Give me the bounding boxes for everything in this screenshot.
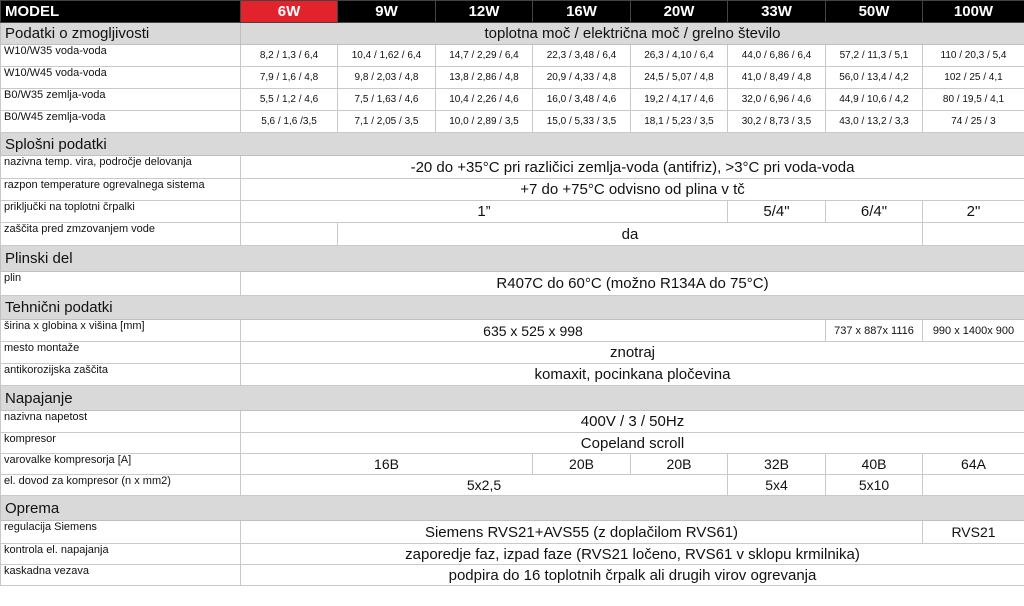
table-cell: 44,9 / 10,6 / 4,2	[826, 89, 923, 111]
row-label: zaščita pred zmzovanjem vode	[1, 223, 241, 246]
model-12w-header: 12W	[436, 1, 533, 23]
table-cell: 110 / 20,3 / 5,4	[923, 45, 1024, 67]
table-row	[1, 565, 1024, 586]
section-row	[1, 133, 1024, 156]
table-cell: Siemens RVS21+AVS55 (z doplačilom RVS61)	[241, 521, 923, 544]
table-cell: 18,1 / 5,23 / 3,5	[631, 111, 728, 133]
table-cell: 5,6 / 1,6 /3,5	[241, 111, 338, 133]
table-cell: 64A	[923, 454, 1024, 475]
model-50w-header: 50W	[826, 1, 923, 23]
table-cell: komaxit, pocinkana pločevina	[241, 364, 1024, 386]
table-row	[1, 320, 1024, 342]
section-title-general: Splošni podatki	[1, 133, 1024, 156]
table-cell: RVS21	[923, 521, 1024, 544]
section-row	[1, 496, 1024, 521]
section-title-gas: Plinski del	[1, 246, 1024, 272]
table-row	[1, 111, 1024, 133]
table-cell: 8,2 / 1,3 / 6,4	[241, 45, 338, 67]
table-cell: 32,0 / 6,96 / 4,6	[728, 89, 826, 111]
table-cell: 56,0 / 13,4 / 4,2	[826, 67, 923, 89]
section-row	[1, 23, 1024, 45]
table-row	[1, 67, 1024, 89]
table-cell: 5x2,5	[241, 475, 728, 496]
table-cell: Copeland scroll	[241, 433, 1024, 454]
row-label: nazivna napetost	[1, 411, 241, 433]
table-cell: podpira do 16 toplotnih črpalk ali drugih virov ogrevanja	[241, 565, 1024, 586]
table-row	[1, 45, 1024, 67]
table-row	[1, 364, 1024, 386]
table-cell: R407C do 60°C (možno R134A do 75°C)	[241, 272, 1024, 296]
table-cell: 5x4	[728, 475, 826, 496]
table-row	[1, 342, 1024, 364]
table-cell: 14,7 / 2,29 / 6,4	[436, 45, 533, 67]
table-cell: +7 do +75°C odvisno od plina v tč	[241, 179, 1024, 201]
table-cell: 1”	[241, 201, 728, 223]
table-cell: 10,0 / 2,89 / 3,5	[436, 111, 533, 133]
table-cell: zaporedje faz, izpad faze (RVS21 ločeno, RVS61 v sklopu krmilnika)	[241, 544, 1024, 565]
section-title-capacity: Podatki o zmogljivosti	[1, 23, 241, 45]
model-20w-header: 20W	[631, 1, 728, 23]
row-label: varovalke kompresorja [A]	[1, 454, 241, 475]
row-label: kontrola el. napajanja	[1, 544, 241, 565]
table-cell: 74 / 25 / 3	[923, 111, 1024, 133]
model-33w-header: 33W	[728, 1, 826, 23]
table-cell: 19,2 / 4,17 / 4,6	[631, 89, 728, 111]
row-label: razpon temperature ogrevalnega sistema	[1, 179, 241, 201]
table-cell: 20,9 / 4,33 / 4,8	[533, 67, 631, 89]
table-cell: 57,2 / 11,3 / 5,1	[826, 45, 923, 67]
row-label: W10/W35 voda-voda	[1, 45, 241, 67]
table-row	[1, 433, 1024, 454]
section-title-technical: Tehnični podatki	[1, 296, 1024, 320]
table-cell: 41,0 / 8,49 / 4,8	[728, 67, 826, 89]
model-header-label: MODEL	[1, 1, 241, 23]
table-cell: 80 / 19,5 / 4,1	[923, 89, 1024, 111]
table-row	[1, 201, 1024, 223]
table-cell: 24,5 / 5,07 / 4,8	[631, 67, 728, 89]
section-row	[1, 386, 1024, 411]
table-cell: 10,4 / 2,26 / 4,6	[436, 89, 533, 111]
table-cell: 7,5 / 1,63 / 4,6	[338, 89, 436, 111]
row-label: plin	[1, 272, 241, 296]
row-label: regulacija Siemens	[1, 521, 241, 544]
table-cell: -20 do +35°C pri različici zemlja-voda (antifriz), >3°C pri voda-voda	[241, 156, 1024, 179]
table-cell: 400V / 3 / 50Hz	[241, 411, 1024, 433]
row-label: priključki na toplotni črpalki	[1, 201, 241, 223]
table-cell: 9,8 / 2,03 / 4,8	[338, 67, 436, 89]
table-cell: 6/4"	[826, 201, 923, 223]
row-label: mesto montaže	[1, 342, 241, 364]
table-cell: 2"	[923, 201, 1024, 223]
table-cell: 990 x 1400x 900	[923, 320, 1024, 342]
table-cell-empty	[923, 475, 1024, 496]
section-title-equipment: Oprema	[1, 496, 1024, 521]
model-100w-header: 100W	[923, 1, 1024, 23]
section-title-power: Napajanje	[1, 386, 1024, 411]
table-cell: 15,0 / 5,33 / 3,5	[533, 111, 631, 133]
table-cell: 635 x 525 x 998	[241, 320, 826, 342]
table-cell: 16B	[241, 454, 533, 475]
table-row	[1, 223, 1024, 246]
table-cell: 102 / 25 / 4,1	[923, 67, 1024, 89]
row-label: W10/W45 voda-voda	[1, 67, 241, 89]
row-label: B0/W35 zemlja-voda	[1, 89, 241, 111]
table-cell: 5,5 / 1,2 / 4,6	[241, 89, 338, 111]
table-cell-empty	[241, 223, 338, 246]
table-row	[1, 179, 1024, 201]
table-row	[1, 454, 1024, 475]
table-cell: 22,3 / 3,48 / 6,4	[533, 45, 631, 67]
model-16w-header: 16W	[533, 1, 631, 23]
table-row	[1, 89, 1024, 111]
row-label: B0/W45 zemlja-voda	[1, 111, 241, 133]
row-label: nazivna temp. vira, področje delovanja	[1, 156, 241, 179]
section-row	[1, 296, 1024, 320]
table-cell: 26,3 / 4,10 / 6,4	[631, 45, 728, 67]
section-subtitle-capacity: toplotna moč / električna moč / grelno število	[241, 23, 1024, 45]
table-cell: 13,8 / 2,86 / 4,8	[436, 67, 533, 89]
table-cell: da	[338, 223, 923, 246]
model-9w-header: 9W	[338, 1, 436, 23]
table-cell: 20B	[631, 454, 728, 475]
table-cell: 32B	[728, 454, 826, 475]
table-cell: 43,0 / 13,2 / 3,3	[826, 111, 923, 133]
table-cell: 16,0 / 3,48 / 4,6	[533, 89, 631, 111]
table-cell: 40B	[826, 454, 923, 475]
table-cell: znotraj	[241, 342, 1024, 364]
row-label: kaskadna vezava	[1, 565, 241, 586]
table-cell: 20B	[533, 454, 631, 475]
table-row	[1, 272, 1024, 296]
table-row	[1, 521, 1024, 544]
table-cell: 7,1 / 2,05 / 3,5	[338, 111, 436, 133]
model-6w-header: 6W	[241, 1, 338, 23]
row-label: širina x globina x višina [mm]	[1, 320, 241, 342]
model-header-row	[1, 1, 1024, 23]
section-row	[1, 246, 1024, 272]
table-cell: 737 x 887x 1116	[826, 320, 923, 342]
table-cell: 30,2 / 8,73 / 3,5	[728, 111, 826, 133]
table-cell: 5/4"	[728, 201, 826, 223]
row-label: kompresor	[1, 433, 241, 454]
table-row	[1, 156, 1024, 179]
table-cell: 44,0 / 6,86 / 6,4	[728, 45, 826, 67]
table-cell-empty	[923, 223, 1024, 246]
table-row	[1, 544, 1024, 565]
table-row	[1, 475, 1024, 496]
row-label: el. dovod za kompresor (n x mm2)	[1, 475, 241, 496]
table-cell: 10,4 / 1,62 / 6,4	[338, 45, 436, 67]
table-cell: 5x10	[826, 475, 923, 496]
row-label: antikorozijska zaščita	[1, 364, 241, 386]
table-row	[1, 411, 1024, 433]
table-cell: 7,9 / 1,6 / 4,8	[241, 67, 338, 89]
